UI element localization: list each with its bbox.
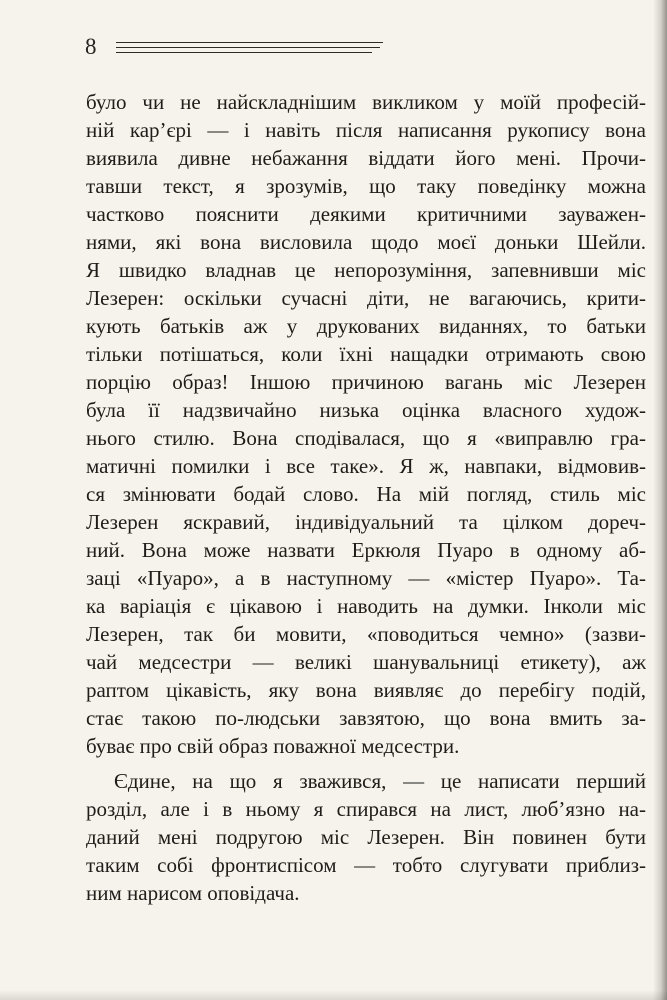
text-line: матичні помилки і все таке». Я ж, навпаки, відмовив- (86, 454, 646, 478)
text-line: порцію образ! Іншою причиною вагань міс Лезерен (86, 370, 646, 394)
text-line: Лезерен: оскільки сучасні діти, не вагаючись, крити- (86, 286, 646, 310)
text-line: ся змінювати бодай слово. На мій погляд, стиль міс (86, 482, 646, 506)
text-line: Я швидко владнав це непорозуміння, запевнивши міс (86, 258, 646, 282)
header-rule (116, 47, 380, 48)
paragraph-gap (86, 760, 646, 767)
text-line: даний мені подругою міс Лезерен. Він повинен бути (86, 825, 646, 849)
text-line: нями, які вона висловила щодо моєї доньки Шейли. (86, 230, 646, 254)
page-number: 8 (85, 34, 97, 59)
body-text (86, 88, 646, 907)
text-line: Лезерен яскравий, індивідуальний та цілком дореч- (86, 510, 646, 534)
header-rule (116, 52, 372, 53)
text-line: ка варіація є цікавою і наводить на думки. Інколи міс (86, 594, 646, 618)
text-line: буває про свій образ поважної медсестри. (86, 734, 460, 758)
text-line: Єдине, на що я зважився, — це написати перший (114, 769, 646, 793)
text-line: було чи не найскладнішим викликом у моїй професій- (86, 90, 646, 114)
page-edge-shadow (653, 0, 667, 1000)
header-rule (116, 42, 383, 43)
text-line: нього стилю. Вона сподівалася, що я «виправлю гра- (86, 426, 646, 450)
text-line: ній кар’єрі — і навіть після написання рукопису вона (86, 118, 646, 142)
text-line: розділ, але і в ньому я спирався на лист, люб’язно на- (86, 797, 646, 821)
text-line: кують батьків аж у друкованих виданнях, то батьки (86, 314, 646, 338)
text-line: тавши текст, я зрозумів, що таку поведінку можна (86, 174, 646, 198)
text-line: раптом цікавість, яку вона виявляє до перебігу подій, (86, 678, 646, 702)
text-line: виявила дивне небажання віддати його мені. Прочи- (86, 146, 646, 170)
text-line: чай медсестри — великі шанувальниці етикету), аж (86, 650, 646, 674)
text-line: тільки потішаться, коли їхні нащадки отримають свою (86, 342, 646, 366)
text-line: ним нарисом оповідача. (86, 881, 300, 905)
text-line: була її надзвичайно низька оцінка власного худож- (86, 398, 646, 422)
page-edge-shadow (0, 990, 667, 1000)
page-header (85, 34, 385, 64)
text-line: частково пояснити деякими критичними зауважен- (86, 202, 646, 226)
text-line: заці «Пуаро», а в наступному — «містер Пуаро». Та- (86, 566, 646, 590)
text-line: ний. Вона може назвати Еркюля Пуаро в одному аб- (86, 538, 646, 562)
text-line: таким собі фронтиспісом — тобто слугувати приблиз- (86, 853, 646, 877)
text-line: стає такою по-людськи завзятою, що вона вмить за- (86, 706, 646, 730)
text-line: Лезерен, так би мовити, «поводиться чемно» (зазви- (86, 622, 646, 646)
